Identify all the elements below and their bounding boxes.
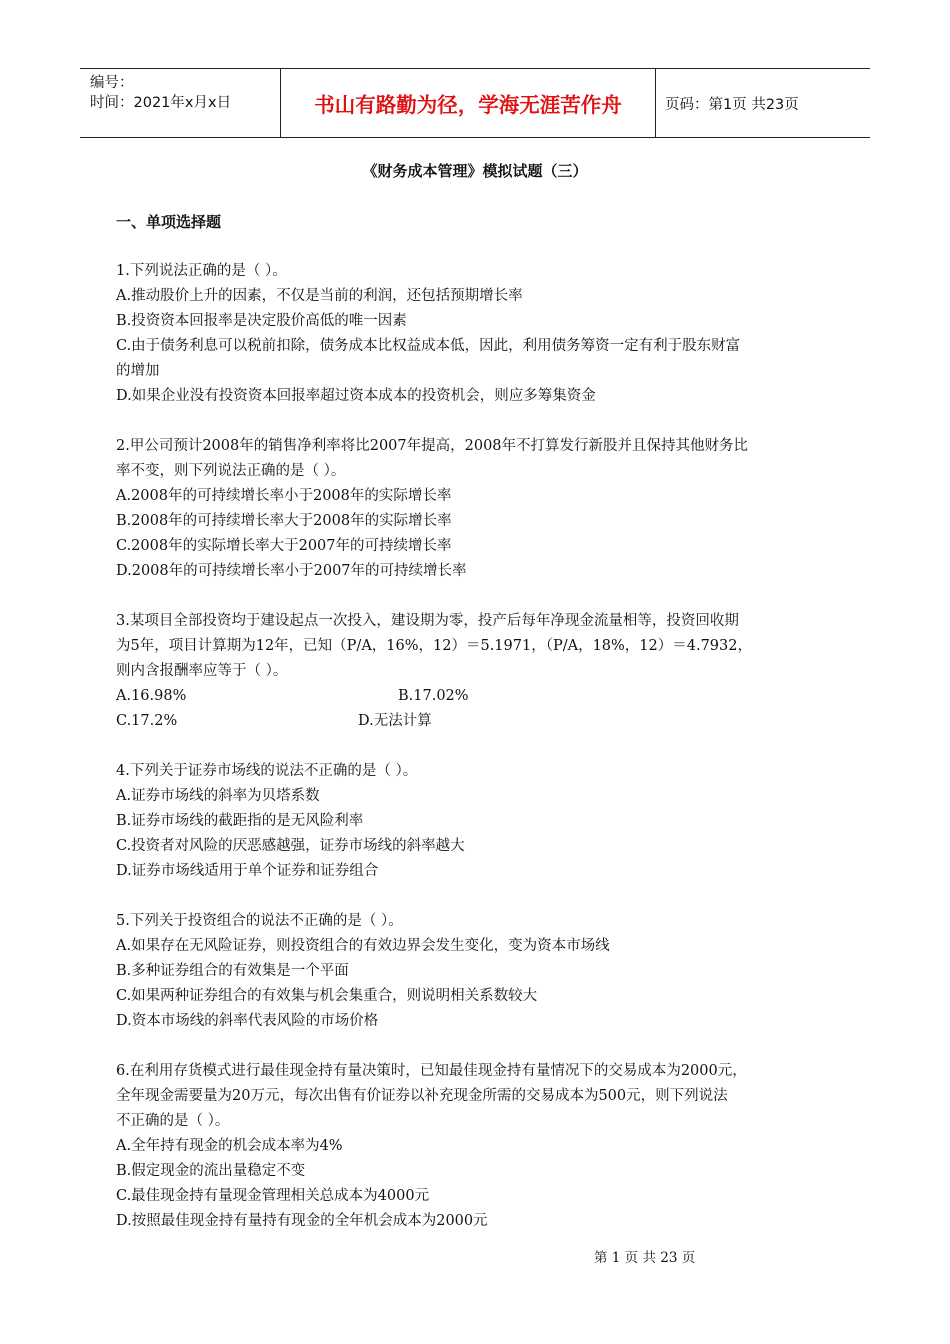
time-label: 时间：2021年x月x日 [90,95,232,111]
option-b: B.2008年的可持续增长率大于2008年的实际增长率 [116,513,452,529]
option-c: C.如果两种证券组合的有效集与机会集重合，则说明相关系数较大 [116,988,538,1004]
option-a: A.2008年的可持续增长率小于2008年的实际增长率 [116,488,452,504]
question-stem: 6.在利用存货模式进行最佳现金持有量决策时，已知最佳现金持有量情况下的交易成本为2000元， [116,1063,747,1079]
motto: 书山有路勤为径，学海无涯苦作舟 [280,69,656,137]
question-stem-continued: 率不变，则下列说法正确的是（ ）。 [116,463,346,479]
header-left-cell [80,69,280,137]
question-stem: 2.甲公司预计2008年的销售净利率将比2007年提高，2008年不打算发行新股并且保持其他财务比 [116,438,749,454]
question-3 [116,609,842,734]
option-c: C.2008年的实际增长率大于2007年的可持续增长率 [116,538,452,554]
option-d: D.如果企业没有投资资本回报率超过资本成本的投资机会，则应多筹集资金 [116,388,596,404]
question-2 [116,434,842,584]
option-a: A.全年持有现金的机会成本率为4% [116,1138,343,1154]
number-label: 编号： [90,75,134,91]
option-d: D.证券市场线适用于单个证券和证券组合 [116,863,379,879]
question-stem-continued: 不正确的是（ ）。 [116,1113,230,1129]
page-info: 页码：第1页 共23页 [665,96,799,113]
page-header [80,68,870,138]
question-stem: 1.下列说法正确的是（ ）。 [116,263,287,279]
option-a: A.16.98% [116,688,187,704]
option-b: B.多种证券组合的有效集是一个平面 [116,963,349,979]
question-stem-continued: 则内含报酬率应等于（ ）。 [116,663,288,679]
options-row-ab [116,684,842,709]
question-6 [116,1059,842,1234]
question-stem: 4.下列关于证券市场线的说法不正确的是（ ）。 [116,763,418,779]
page-footer: 第 1 页 共 23 页 [594,1250,696,1266]
option-b: B.证券市场线的截距指的是无风险利率 [116,813,364,829]
option-c-continued: 的增加 [116,363,160,379]
option-c: C.由于债务利息可以税前扣除，债务成本比权益成本低，因此，利用债务筹资一定有利于股东财富 [116,338,741,354]
option-c: C.最佳现金持有量现金管理相关总成本为4000元 [116,1188,430,1204]
option-d: D.无法计算 [358,713,432,729]
option-c: C.投资者对风险的厌恶感越强，证券市场线的斜率越大 [116,838,465,854]
question-list [116,259,842,1259]
question-stem: 3.某项目全部投资均于建设起点一次投入，建设期为零，投产后每年净现金流量相等，投资回收期 [116,613,739,629]
option-a: A.推动股价上升的因素，不仅是当前的利润，还包括预期增长率 [116,288,523,304]
question-stem: 5.下列关于投资组合的说法不正确的是（ ）。 [116,913,403,929]
question-stem-continued: 为5年，项目计算期为12年，已知（P/A，16%，12）＝5.1971，（P/A，18%，12）＝4.7932， [116,638,752,654]
option-a: A.如果存在无风险证券，则投资组合的有效边界会发生变化，变为资本市场线 [116,938,610,954]
option-d: D.2008年的可持续增长率小于2007年的可持续增长率 [116,563,467,579]
question-1 [116,259,842,409]
question-4 [116,759,842,884]
option-a: A.证券市场线的斜率为贝塔系数 [116,788,320,804]
option-b: B.17.02% [398,688,469,704]
section-heading: 一、单项选择题 [116,213,222,231]
question-5 [116,909,842,1034]
option-c: C.17.2% [116,713,178,729]
question-stem-continued: 全年现金需要量为20万元，每次出售有价证券以补充现金所需的交易成本为500元，则下列说法 [116,1088,728,1104]
option-d: D.资本市场线的斜率代表风险的市场价格 [116,1013,379,1029]
options-row-cd [116,709,842,734]
option-d: D.按照最佳现金持有量持有现金的全年机会成本为2000元 [116,1213,488,1229]
option-b: B.投资资本回报率是决定股价高低的唯一因素 [116,313,407,329]
option-b: B.假定现金的流出量稳定不变 [116,1163,306,1179]
document-title: 《财务成本管理》模拟试题（三） [362,162,588,180]
